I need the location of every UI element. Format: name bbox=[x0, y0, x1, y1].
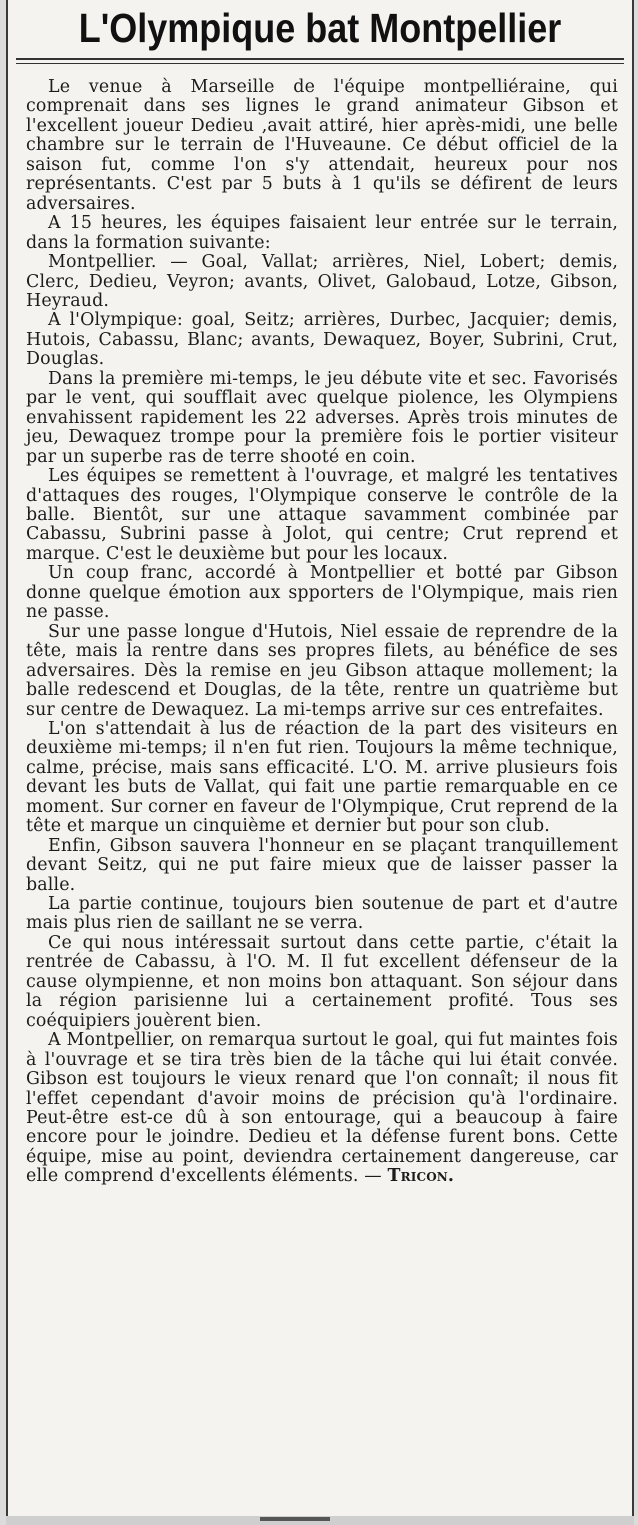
newspaper-clipping bbox=[6, 0, 634, 1516]
paragraph: L'on s'attendait à lus de réaction de la part des visiteurs en deuxième mi-temps; il n'en fut rien. Toujours la même technique, calme, précise, mais sans efficacité. L'O. M. arrive plusieurs fois devant les buts de Vallat, qui fait une partie remarquable en ce moment. Sur corner en faveur de l'Olympique, Crut reprend de la tête et marque un cinquième et dernier but pour son club. bbox=[26, 718, 618, 837]
paragraph: Ce qui nous intéressait surtout dans cette partie, c'était la rentrée de Cabassu, à l'O. M. Il fut excellent défenseur de la cause olympienne, et non moins bon attaquant. Son séjour dans la région parisienne lui a certainement profité. Tous ses coéquipiers jouèrent bien. bbox=[26, 932, 618, 1031]
paragraph: Montpellier. — Goal, Vallat; arrières, Niel, Lobert; demis, Clerc, Dedieu, Veyron; avants, Olivet, Galobaud, Lotze, Gibson, Heyraud. bbox=[26, 252, 618, 311]
paragraph-final bbox=[26, 1031, 618, 1187]
paragraph: A l'Olympique: goal, Seitz; arrières, Durbec, Jacquier; demis, Hutois, Cabassu, Blanc; avants, Dewaquez, Boyer, Subrini, Crut, Douglas. bbox=[26, 310, 618, 370]
paragraph: A 15 heures, les équipes faisaient leur entrée sur le terrain, dans la formation suivante: bbox=[26, 213, 618, 253]
article-body bbox=[8, 64, 632, 1187]
article-headline: L'Olympique bat Montpellier bbox=[78, 5, 562, 52]
paragraph: Sur une passe longue d'Hutois, Niel essaie de reprendre de la tête, mais la rentre dans ses propres filets, au bénéfice de ses adversaires. Dès la remise en jeu Gibson attaque mollement; la balle redescend et Douglas, de la tête, rentre un quatrième but sur centre de Dewaquez. La mi-temps arrive sur ces entrefaites. bbox=[26, 621, 618, 720]
paragraph: Enfin, Gibson sauvera l'honneur en se plaçant tranquillement devant Seitz, qui ne put faire mieux que de laisser passer la balle. bbox=[26, 835, 618, 895]
paragraph: Un coup franc, accordé à Montpellier et botté par Gibson donne quelque émotion aux spporters de l'Olympique, mais rien ne passe. bbox=[26, 563, 618, 623]
paragraph: Les équipes se remettent à l'ouvrage, et malgré les tentatives d'attaques des rouges, l'Olympique conserve le contrôle de la balle. Bientôt, sur une attaque savamment combinée par Cabassu, Subrini passe à Jolot, qui centre; Crut reprend et marque. C'est le deuxième but pour les locaux. bbox=[26, 466, 618, 564]
author-signature: Tricon. bbox=[387, 1166, 455, 1187]
paragraph-final-text: A Montpellier, on remarqua surtout le goal, qui fut maintes fois à l'ouvrage et se tira très bien de la tâche qui lui était convée. Gibson est toujours le vieux renard que l'on connaît; il nous fit l'effet cependant d'avoir moins de précision qu'à l'ordinaire. Peut-être est-ce dû à son entourage, qui a beaucoup à faire encore pour le joindre. Dedieu et la défense furent bons. Cette équipe, mise au point, deviendra certainement dangereuse, car elle comprend d'excellents éléments. — bbox=[26, 1030, 618, 1187]
paragraph: Dans la première mi-temps, le jeu débute vite et sec. Favorisés par le vent, qui soufflait avec quelque piolence, les Olympiens envahissent rapidement les 22 adverses. Après trois minutes de jeu, Dewaquez trompe pour la première fois le portier visiteur par un superbe ras de terre shooté en coin. bbox=[26, 368, 618, 467]
paragraph: Le venue à Marseille de l'équipe montpelliéraine, qui comprenait dans ses lignes le grand animateur Gibson et l'excellent joueur Dedieu ,avait attiré, hier après-midi, une belle chambre sur le terrain de l'Huveaune. Ce début officiel de la saison fut, comme l'on s'y attendait, heureux pour nos représentants. C'est par 5 buts à 1 qu'ils se défirent de leurs adversaires. bbox=[26, 77, 618, 214]
paragraph: La partie continue, toujours bien soutenue de part et d'autre mais plus rien de saillant ne se verra. bbox=[26, 894, 618, 934]
page-bottom-mark bbox=[260, 1517, 330, 1521]
